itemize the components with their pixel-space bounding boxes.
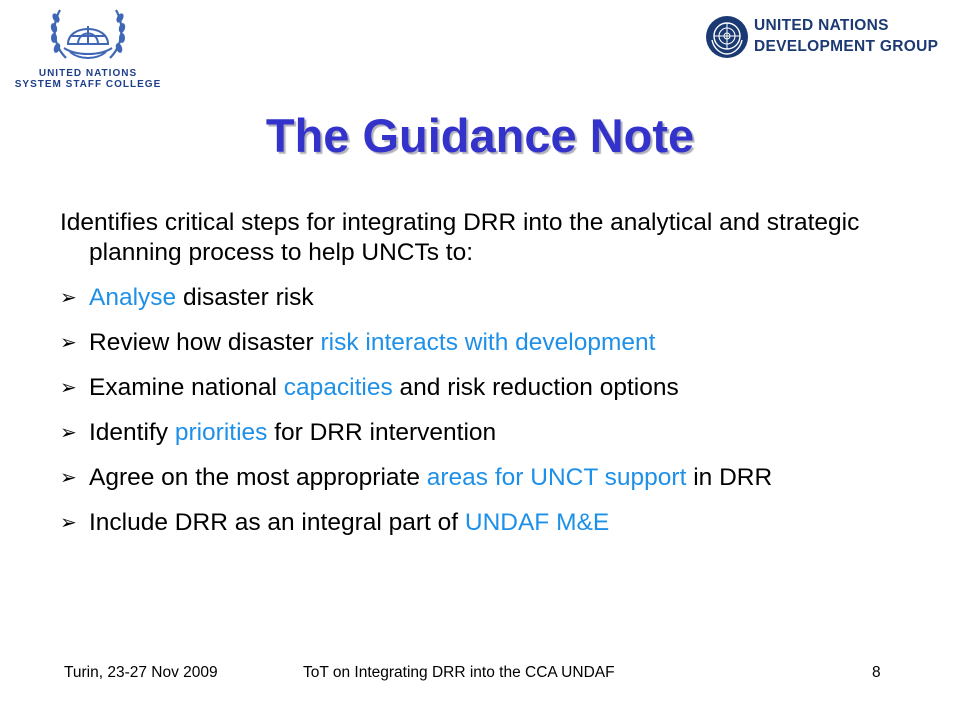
- footer-date: Turin, 23-27 Nov 2009: [64, 664, 218, 681]
- bullet-highlight: risk interacts with development: [320, 329, 656, 356]
- arrow-bullet-icon: ➢: [60, 422, 77, 444]
- bullet-item: [60, 373, 920, 403]
- slide-title: The Guidance Note: [265, 109, 695, 162]
- bullet-highlight: UNDAF M&E: [464, 509, 610, 536]
- bullet-item: [60, 328, 920, 358]
- bullet-text-pre: Review how disaster: [89, 329, 321, 356]
- bullet-text-post: and risk reduction options: [392, 374, 679, 401]
- unssc-name-line2: SYSTEM STAFF COLLEGE: [14, 79, 162, 90]
- footer-title: ToT on Integrating DRR into the CCA UNDAF: [303, 664, 615, 681]
- bullet-highlight: capacities: [283, 374, 393, 401]
- bullet-text-pre: Identify: [89, 419, 175, 446]
- bullet-text-post: in DRR: [686, 464, 773, 491]
- bullet-highlight: areas for UNCT support: [426, 464, 687, 491]
- arrow-bullet-icon: ➢: [60, 332, 77, 354]
- arrow-bullet-icon: ➢: [60, 287, 77, 309]
- bullet-text-post: for DRR intervention: [267, 419, 497, 446]
- un-emblem-icon: [46, 4, 130, 68]
- intro-paragraph: Identifies critical steps for integrating DRR into the analytical and strategic planning process to help UNCTs to:: [60, 209, 860, 266]
- bullet-text-pre: Include DRR as an integral part of: [89, 509, 465, 536]
- undg-name-line1: UNITED NATIONS: [754, 17, 889, 34]
- unssc-name-line1: UNITED NATIONS: [38, 68, 138, 79]
- bullet-text-pre: Examine national: [89, 374, 284, 401]
- bullet-text-post: disaster risk: [176, 284, 314, 311]
- bullet-highlight: Analyse: [89, 284, 177, 311]
- bullet-item: [60, 463, 920, 493]
- slide-body: [60, 208, 920, 553]
- bullet-item: [60, 283, 920, 313]
- un-globe-icon: [704, 14, 750, 60]
- arrow-bullet-icon: ➢: [60, 377, 77, 399]
- bullet-highlight: priorities: [174, 419, 268, 446]
- undg-logo: [704, 14, 944, 66]
- arrow-bullet-icon: ➢: [60, 467, 77, 489]
- bullet-item: [60, 508, 920, 538]
- bullet-text-pre: Agree on the most appropriate: [89, 464, 427, 491]
- footer-page-number: 8: [872, 664, 881, 681]
- bullet-item: [60, 418, 920, 448]
- unssc-logo: [8, 4, 168, 96]
- arrow-bullet-icon: ➢: [60, 512, 77, 534]
- undg-name-line2: DEVELOPMENT GROUP: [754, 38, 939, 55]
